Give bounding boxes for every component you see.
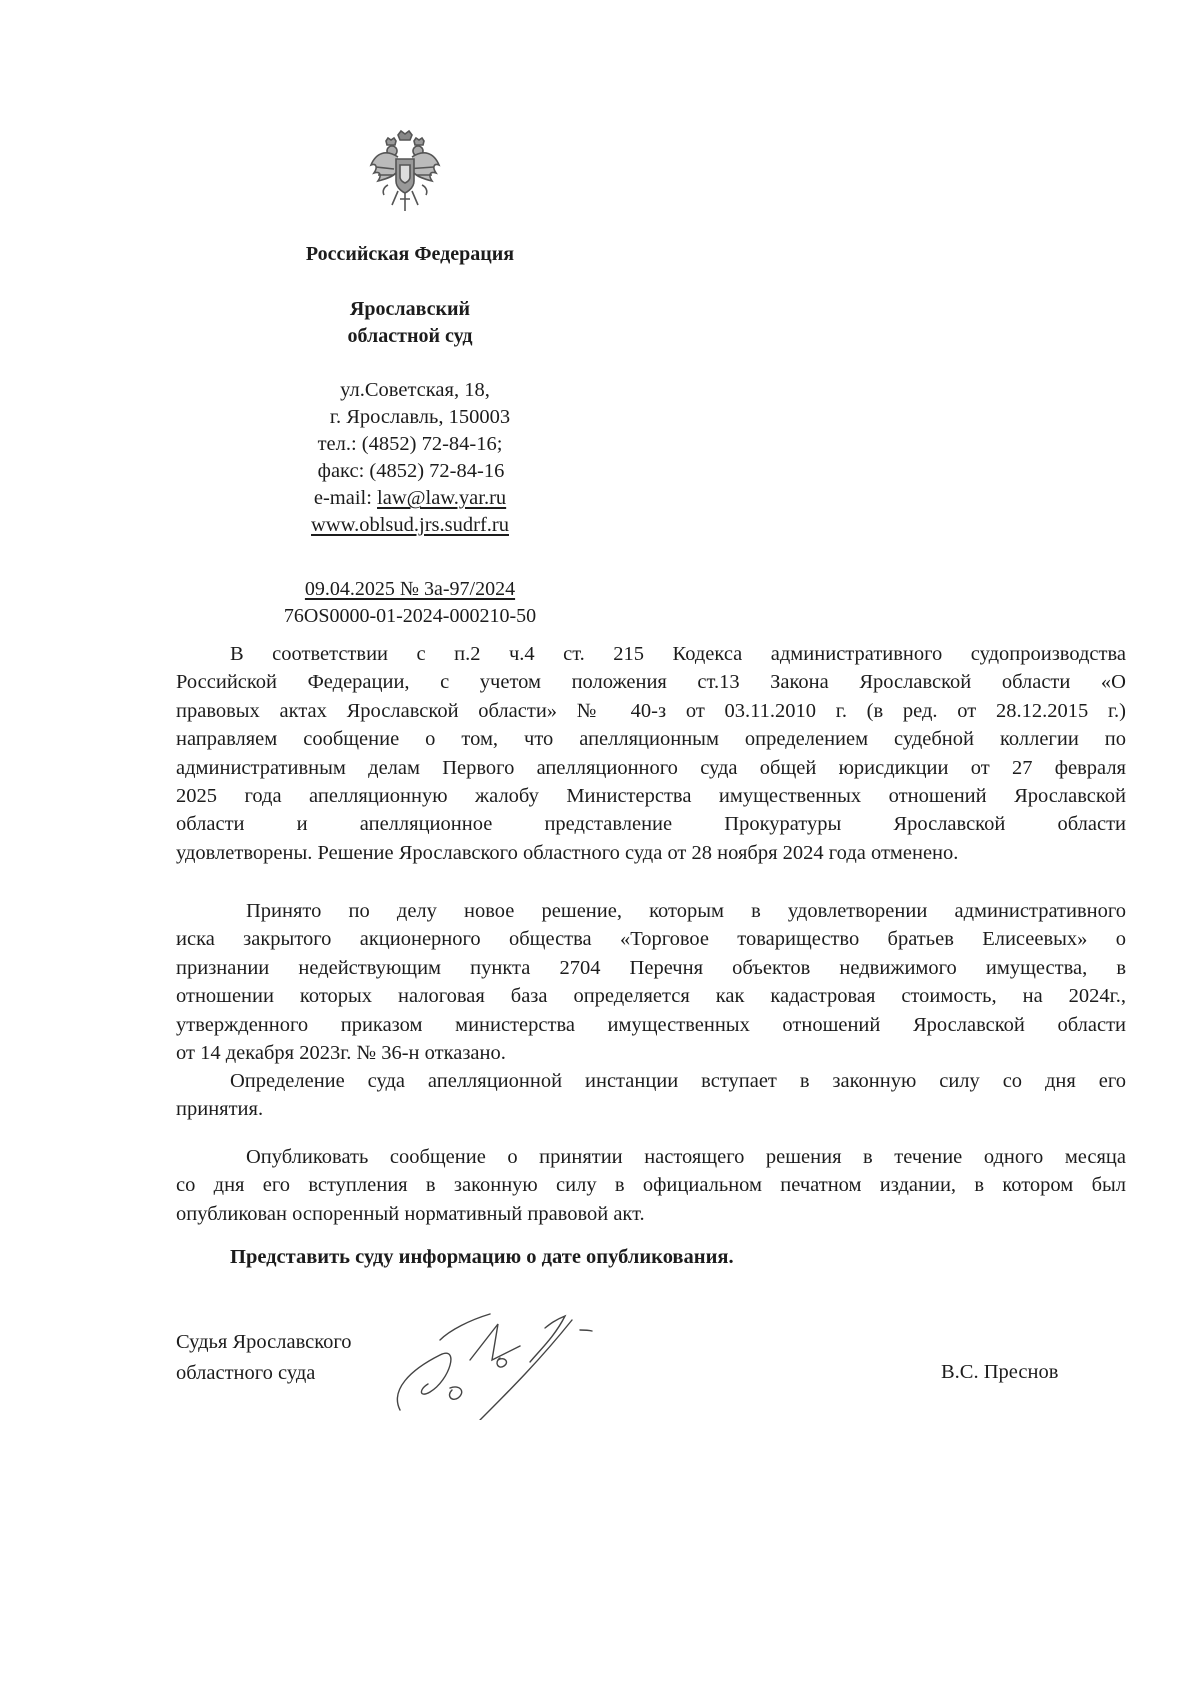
text-line: отношении которых налоговая база определяется как кадастровая стоимость, на 2024г., [176,985,1126,1008]
handwritten-signature [380,1300,630,1420]
text-line: Представить суду информацию о дате опубликования. [230,1246,734,1268]
judge-title-line: областного суда [176,1362,316,1384]
text-line: направляем сообщение о том, что апелляционным определением судебной коллегии по [176,728,1126,751]
phone-number: тел.: (4852) 72-84-16; [317,433,503,455]
website-link[interactable]: www.oblsud.jrs.sudrf.ru [311,514,509,536]
paragraph-new-decision [176,897,1126,1067]
text-line: опубликован оспоренный нормативный правовой акт. [176,1202,645,1225]
text-line: правовых актах Ярославской области» № 40-з от 03.11.2010 г. (в ред. от 28.12.2015 г.) [176,699,1126,722]
country-name: Российская Федерация [305,243,515,265]
text-line: административным делам Первого апелляционного суда общей юрисдикции от 27 февраля [176,756,1126,779]
text-line: В соответствии с п.2 ч.4 ст. 215 Кодекса административного судопроизводства [230,643,1126,665]
judge-title [176,1327,352,1389]
address-street: ул.Советская, 18, [340,379,490,401]
text-line: удовлетворены. Решение Ярославского областного суда от 28 ноября 2024 года отменено. [176,841,959,864]
court-name-line: Ярославский [349,298,471,320]
text-line: области и апелляционное представление Прокуратуры Ярославской области [176,813,1126,836]
reference-block [200,576,620,630]
court-name-line: областной суд [347,325,473,347]
text-line: со дня его вступления в законную силу в официальном печатном издании, в котором был [176,1174,1126,1197]
text-line: утвержденного приказом министерства имущественных отношений Ярославской области [176,1013,1126,1036]
text-line: Опубликовать сообщение о принятии настоящего решения в течение одного месяца [246,1146,1126,1168]
paragraph-publication [176,1143,1126,1228]
email-label: e-mail: [313,487,378,509]
text-line: от 14 декабря 2023г. № 36-н отказано. [176,1042,506,1065]
date-and-number: 09.04.2025 № 3а-97/2024 [304,578,516,600]
paragraph-notification [176,640,1126,867]
case-identifier: 76OS0000-01-2024-000210-50 [283,605,537,627]
fax-number: факс: (4852) 72-84-16 [317,460,505,482]
russian-coat-of-arms-icon [368,129,442,213]
contact-block [200,377,620,539]
email-line [200,485,620,512]
paragraph-report-request [176,1243,1126,1271]
text-line: иска закрытого акционерного общества «Торговое товарищество братьев Елисеевых» о [176,928,1126,951]
website-line [200,512,620,539]
address-city: г. Ярославль, 150003 [329,406,511,428]
text-line: принятия. [176,1098,264,1121]
email-link[interactable]: law@law.yar.ru [377,487,507,509]
paragraph-effective [176,1067,1126,1124]
text-line: 2025 года апелляционную жалобу Министерства имущественных отношений Ярославской [176,785,1126,808]
judge-title-line: Судья Ярославского [176,1331,352,1353]
text-line: признании недействующим пункта 2704 Перечня объектов недвижимого имущества, в [176,956,1126,979]
text-line: Принято по делу новое решение, которым в удовлетворении административного [246,900,1126,922]
text-line: Определение суда апелляционной инстанции вступает в законную силу со дня его [230,1070,1126,1092]
text-line: Российской Федерации, с учетом положения ст.13 Закона Ярославской области «О [176,671,1126,694]
judge-name: В.С. Преснов [941,1361,1059,1383]
court-name [200,296,620,350]
